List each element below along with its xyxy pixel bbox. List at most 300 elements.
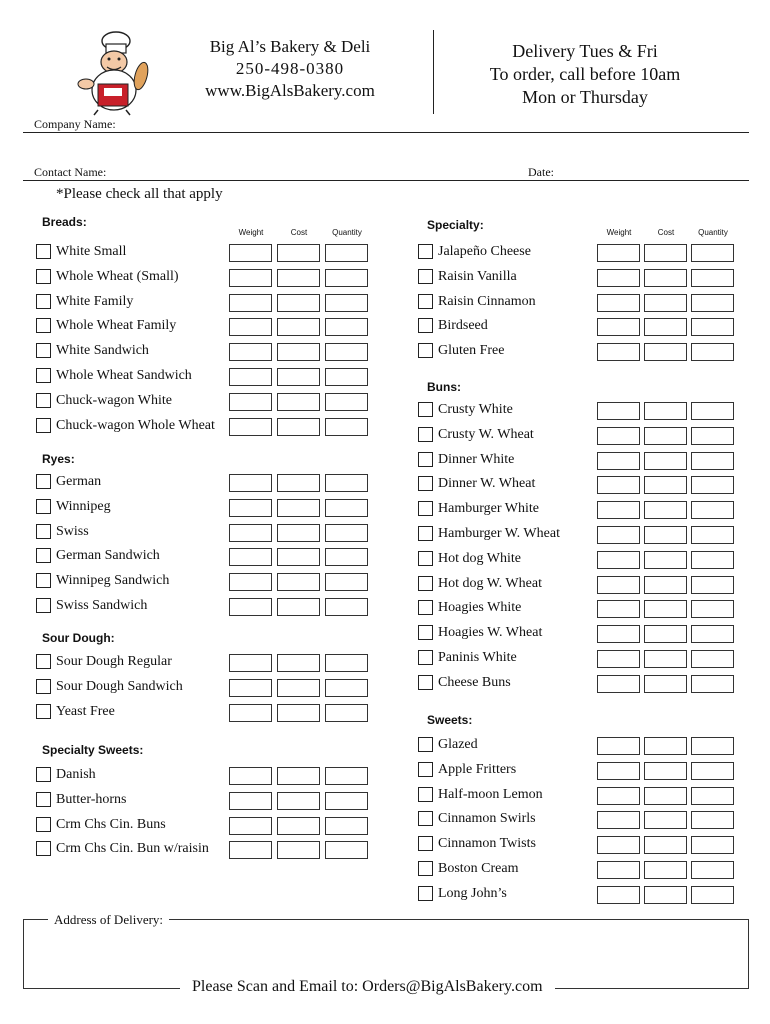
- weight-input-box[interactable]: [597, 244, 640, 262]
- item-label: White Small: [56, 244, 127, 259]
- business-name: Big Al’s Bakery & Deli: [209, 37, 371, 56]
- quantity-input-box[interactable]: [325, 841, 368, 859]
- item-checkbox[interactable]: [418, 476, 433, 491]
- item-checkbox[interactable]: [36, 269, 51, 284]
- cost-input-box[interactable]: [644, 787, 687, 805]
- quantity-input-box[interactable]: [691, 551, 734, 569]
- email-instructions: Please Scan and Email to: Orders@BigAlsBakery.com: [180, 978, 555, 996]
- order-item-row: [418, 317, 735, 337]
- item-checkbox[interactable]: [418, 625, 433, 640]
- cost-input-box[interactable]: [277, 343, 320, 361]
- cost-input-box[interactable]: [277, 767, 320, 785]
- item-label: Winnipeg: [56, 498, 111, 514]
- item-label: Sour Dough Sandwich: [56, 678, 183, 694]
- cost-input-box[interactable]: [644, 576, 687, 594]
- weight-input-box[interactable]: [597, 650, 640, 668]
- cost-input-box[interactable]: [644, 294, 687, 312]
- weight-input-box[interactable]: [597, 294, 640, 312]
- company-name-label: Company Name:: [34, 117, 116, 131]
- item-label: Apple Fritters: [438, 761, 517, 777]
- quantity-input-box[interactable]: [325, 244, 368, 262]
- item-label: Whole Wheat Sandwich: [56, 368, 192, 383]
- cost-input-box[interactable]: [277, 499, 320, 517]
- item-checkbox[interactable]: [418, 886, 433, 901]
- quantity-input-box[interactable]: [325, 573, 368, 591]
- item-checkbox[interactable]: [418, 318, 433, 333]
- order-item-row: [36, 523, 369, 543]
- quantity-input-box[interactable]: [325, 294, 368, 312]
- cost-input-box[interactable]: [277, 393, 320, 411]
- weight-input-box[interactable]: [597, 675, 640, 693]
- cost-input-box[interactable]: [644, 675, 687, 693]
- order-item-row: [418, 835, 735, 855]
- section-title: Specialty:: [427, 218, 484, 232]
- quantity-input-box[interactable]: [325, 343, 368, 361]
- quantity-input-box[interactable]: [691, 476, 734, 494]
- item-checkbox[interactable]: [418, 294, 433, 309]
- order-item-row: [36, 597, 369, 617]
- quantity-input-box[interactable]: [691, 294, 734, 312]
- weight-input-box[interactable]: [229, 393, 272, 411]
- item-label: Cinnamon Twists: [438, 836, 536, 852]
- item-label: Cheese Buns: [438, 674, 511, 690]
- order-item-row: [36, 498, 369, 518]
- delivery-line-3: Mon or Thursday: [522, 87, 648, 107]
- item-label: Swiss Sandwich: [56, 598, 148, 613]
- order-item-row: [36, 766, 369, 786]
- order-item-row: [418, 451, 735, 471]
- cost-input-box[interactable]: [277, 704, 320, 722]
- quantity-input-box[interactable]: [691, 452, 734, 470]
- quantity-input-box[interactable]: [691, 244, 734, 262]
- weight-column-header-right: Weight: [606, 228, 632, 237]
- item-label: White Sandwich: [56, 343, 149, 359]
- order-item-row: [36, 293, 369, 313]
- weight-input-box[interactable]: [229, 573, 272, 591]
- item-checkbox[interactable]: [418, 402, 433, 417]
- item-label: Half-moon Lemon: [438, 786, 543, 802]
- quantity-input-box[interactable]: [325, 598, 368, 616]
- item-checkbox[interactable]: [36, 244, 51, 259]
- order-item-row: [36, 473, 369, 493]
- item-checkbox[interactable]: [418, 650, 433, 665]
- cost-input-box[interactable]: [277, 269, 320, 287]
- item-checkbox[interactable]: [36, 704, 51, 719]
- cost-input-box[interactable]: [277, 841, 320, 859]
- item-label: Crm Chs Cin. Buns: [56, 816, 166, 832]
- cost-input-box[interactable]: [644, 244, 687, 262]
- cost-input-box[interactable]: [644, 861, 687, 879]
- weight-column-header-left: Weight: [238, 228, 264, 237]
- weight-input-box[interactable]: [229, 294, 272, 312]
- cost-input-box[interactable]: [277, 368, 320, 386]
- item-checkbox[interactable]: [418, 452, 433, 467]
- item-checkbox[interactable]: [418, 269, 433, 284]
- item-label: Crm Chs Cin. Bun w/raisin: [56, 841, 209, 857]
- item-checkbox[interactable]: [36, 841, 51, 856]
- item-checkbox[interactable]: [36, 817, 51, 832]
- item-label: Crusty White: [438, 402, 513, 417]
- contact-name-label: Contact Name:: [34, 165, 107, 179]
- order-item-row: [418, 885, 735, 905]
- weight-input-box[interactable]: [597, 501, 640, 519]
- order-item-row: [418, 736, 735, 756]
- weight-input-box[interactable]: [229, 548, 272, 566]
- item-label: Raisin Cinnamon: [438, 293, 536, 309]
- order-item-row: [36, 243, 369, 263]
- item-label: Hot dog W. Wheat: [438, 575, 542, 591]
- item-label: Hot dog White: [438, 550, 521, 566]
- weight-input-box[interactable]: [597, 836, 640, 854]
- order-item-row: [418, 649, 735, 669]
- section-title: Ryes:: [42, 452, 75, 466]
- quantity-input-box[interactable]: [325, 548, 368, 566]
- item-label: Crusty W. Wheat: [438, 426, 534, 442]
- quantity-input-box[interactable]: [691, 836, 734, 854]
- item-label: Hoagies W. Wheat: [438, 625, 543, 641]
- cost-input-box[interactable]: [644, 269, 687, 287]
- order-item-row: [36, 268, 369, 288]
- item-checkbox[interactable]: [418, 427, 433, 442]
- quantity-input-box[interactable]: [691, 402, 734, 420]
- quantity-input-box[interactable]: [325, 654, 368, 672]
- order-item-row: [418, 786, 735, 806]
- cost-input-box[interactable]: [644, 452, 687, 470]
- cost-input-box[interactable]: [644, 600, 687, 618]
- delivery-line-2: To order, call before 10am: [489, 64, 681, 84]
- order-item-row: [418, 550, 735, 570]
- order-item-row: [36, 572, 369, 592]
- item-label: Paninis White: [438, 650, 517, 665]
- cost-column-header-right: Cost: [657, 228, 675, 237]
- quantity-input-box[interactable]: [691, 811, 734, 829]
- order-item-row: [418, 575, 735, 595]
- contact-name-field[interactable]: [23, 180, 749, 181]
- weight-input-box[interactable]: [229, 499, 272, 517]
- item-checkbox[interactable]: [36, 368, 51, 383]
- cost-input-box[interactable]: [277, 244, 320, 262]
- weight-input-box[interactable]: [597, 318, 640, 336]
- quantity-input-box[interactable]: [691, 861, 734, 879]
- quantity-input-box[interactable]: [691, 650, 734, 668]
- cost-input-box[interactable]: [644, 476, 687, 494]
- item-label: Yeast Free: [56, 703, 115, 719]
- date-label: Date:: [528, 165, 554, 179]
- quantity-input-box[interactable]: [691, 625, 734, 643]
- weight-input-box[interactable]: [597, 402, 640, 420]
- quantity-input-box[interactable]: [691, 787, 734, 805]
- weight-input-box[interactable]: [597, 452, 640, 470]
- header-divider: [433, 30, 434, 114]
- item-label: Hamburger W. Wheat: [438, 526, 560, 541]
- item-label: Butter-horns: [56, 791, 127, 807]
- item-checkbox[interactable]: [36, 524, 51, 539]
- quantity-input-box[interactable]: [691, 600, 734, 618]
- item-label: Sour Dough Regular: [56, 654, 172, 669]
- cost-input-box[interactable]: [277, 573, 320, 591]
- item-checkbox[interactable]: [418, 836, 433, 851]
- order-item-row: [36, 547, 369, 567]
- quantity-input-box[interactable]: [691, 318, 734, 336]
- item-checkbox[interactable]: [36, 792, 51, 807]
- order-item-row: [418, 342, 735, 362]
- order-item-row: [418, 500, 735, 520]
- quantity-column-header-right: Quantity: [698, 228, 728, 237]
- item-checkbox[interactable]: [418, 787, 433, 802]
- item-label: White Family: [56, 293, 134, 309]
- item-checkbox[interactable]: [36, 418, 51, 433]
- item-checkbox[interactable]: [36, 343, 51, 358]
- item-checkbox[interactable]: [36, 294, 51, 309]
- weight-input-box[interactable]: [597, 476, 640, 494]
- weight-input-box[interactable]: [597, 787, 640, 805]
- instruction-note: *Please check all that apply: [56, 186, 223, 202]
- business-website: www.BigAlsBakery.com: [205, 81, 375, 100]
- business-phone: 250-498-0380: [235, 59, 345, 78]
- order-item-row: [418, 243, 735, 263]
- business-info: [175, 36, 405, 102]
- item-label: Glazed: [438, 737, 478, 752]
- quantity-input-box[interactable]: [325, 318, 368, 336]
- item-label: Chuck-wagon Whole Wheat: [56, 417, 215, 433]
- cost-input-box[interactable]: [277, 792, 320, 810]
- item-label: Hoagies White: [438, 600, 522, 616]
- weight-input-box[interactable]: [597, 886, 640, 904]
- item-checkbox[interactable]: [418, 576, 433, 591]
- weight-input-box[interactable]: [229, 244, 272, 262]
- item-label: Winnipeg Sandwich: [56, 573, 170, 589]
- weight-input-box[interactable]: [597, 551, 640, 569]
- order-item-row: [36, 791, 369, 811]
- item-label: Boston Cream: [438, 861, 519, 876]
- item-label: Hamburger White: [438, 501, 539, 517]
- weight-input-box[interactable]: [229, 841, 272, 859]
- order-item-row: [36, 342, 369, 362]
- item-label: Dinner W. Wheat: [438, 476, 536, 492]
- weight-input-box[interactable]: [597, 737, 640, 755]
- cost-input-box[interactable]: [277, 474, 320, 492]
- item-checkbox[interactable]: [36, 474, 51, 489]
- cost-input-box[interactable]: [277, 654, 320, 672]
- weight-input-box[interactable]: [229, 598, 272, 616]
- quantity-input-box[interactable]: [325, 499, 368, 517]
- weight-input-box[interactable]: [229, 368, 272, 386]
- company-name-field[interactable]: [23, 132, 749, 133]
- weight-input-box[interactable]: [229, 343, 272, 361]
- weight-input-box[interactable]: [597, 811, 640, 829]
- cost-input-box[interactable]: [644, 762, 687, 780]
- cost-input-box[interactable]: [644, 737, 687, 755]
- item-checkbox[interactable]: [418, 600, 433, 615]
- weight-input-box[interactable]: [597, 526, 640, 544]
- weight-input-box[interactable]: [229, 679, 272, 697]
- item-checkbox[interactable]: [418, 737, 433, 752]
- order-item-row: [418, 761, 735, 781]
- item-checkbox[interactable]: [418, 811, 433, 826]
- weight-input-box[interactable]: [597, 861, 640, 879]
- weight-input-box[interactable]: [597, 762, 640, 780]
- item-checkbox[interactable]: [36, 573, 51, 588]
- quantity-input-box[interactable]: [691, 675, 734, 693]
- item-checkbox[interactable]: [418, 343, 433, 358]
- item-label: Chuck-wagon White: [56, 392, 172, 408]
- weight-input-box[interactable]: [229, 269, 272, 287]
- cost-input-box[interactable]: [644, 836, 687, 854]
- item-label: Gluten Free: [438, 343, 505, 359]
- quantity-input-box[interactable]: [691, 526, 734, 544]
- order-item-row: [36, 417, 369, 437]
- quantity-input-box[interactable]: [691, 427, 734, 445]
- quantity-input-box[interactable]: [325, 704, 368, 722]
- section-title: Breads:: [42, 215, 87, 229]
- order-item-row: [418, 475, 735, 495]
- item-checkbox[interactable]: [418, 244, 433, 259]
- quantity-input-box[interactable]: [325, 524, 368, 542]
- quantity-input-box[interactable]: [691, 886, 734, 904]
- item-label: Cinnamon Swirls: [438, 811, 536, 827]
- quantity-input-box[interactable]: [691, 269, 734, 287]
- cost-input-box[interactable]: [644, 343, 687, 361]
- quantity-column-header-left: Quantity: [332, 228, 362, 237]
- quantity-input-box[interactable]: [325, 418, 368, 436]
- section-title: Specialty Sweets:: [42, 743, 144, 757]
- weight-input-box[interactable]: [597, 576, 640, 594]
- weight-input-box[interactable]: [229, 474, 272, 492]
- weight-input-box[interactable]: [229, 524, 272, 542]
- weight-input-box[interactable]: [229, 767, 272, 785]
- quantity-input-box[interactable]: [691, 737, 734, 755]
- quantity-input-box[interactable]: [325, 817, 368, 835]
- quantity-input-box[interactable]: [325, 767, 368, 785]
- cost-input-box[interactable]: [277, 524, 320, 542]
- cost-input-box[interactable]: [277, 318, 320, 336]
- section-title: Sweets:: [427, 713, 473, 727]
- item-checkbox[interactable]: [418, 762, 433, 777]
- item-checkbox[interactable]: [36, 767, 51, 782]
- item-checkbox[interactable]: [36, 318, 51, 333]
- cost-input-box[interactable]: [277, 679, 320, 697]
- cost-column-header-left: Cost: [290, 228, 308, 237]
- quantity-input-box[interactable]: [325, 474, 368, 492]
- item-checkbox[interactable]: [418, 861, 433, 876]
- cost-input-box[interactable]: [644, 886, 687, 904]
- quantity-input-box[interactable]: [325, 269, 368, 287]
- cost-input-box[interactable]: [644, 501, 687, 519]
- weight-input-box[interactable]: [597, 600, 640, 618]
- order-item-row: [418, 401, 735, 421]
- cost-input-box[interactable]: [644, 811, 687, 829]
- cost-input-box[interactable]: [644, 526, 687, 544]
- quantity-input-box[interactable]: [691, 343, 734, 361]
- order-item-row: [418, 810, 735, 830]
- cost-input-box[interactable]: [277, 294, 320, 312]
- item-label: Dinner White: [438, 451, 515, 467]
- weight-input-box[interactable]: [229, 704, 272, 722]
- order-item-row: [36, 367, 369, 387]
- order-item-row: [418, 293, 735, 313]
- order-item-row: [418, 525, 735, 545]
- item-checkbox[interactable]: [418, 501, 433, 516]
- delivery-info: [450, 40, 720, 109]
- quantity-input-box[interactable]: [691, 501, 734, 519]
- delivery-address-label: Address of Delivery:: [48, 912, 169, 928]
- weight-input-box[interactable]: [597, 625, 640, 643]
- weight-input-box[interactable]: [229, 792, 272, 810]
- order-item-row: [36, 653, 369, 673]
- item-label: German Sandwich: [56, 548, 160, 564]
- item-checkbox[interactable]: [36, 654, 51, 669]
- item-label: German: [56, 474, 102, 489]
- quantity-input-box[interactable]: [325, 393, 368, 411]
- quantity-input-box[interactable]: [691, 576, 734, 594]
- weight-input-box[interactable]: [229, 418, 272, 436]
- weight-input-box[interactable]: [229, 318, 272, 336]
- cost-input-box[interactable]: [644, 625, 687, 643]
- delivery-line-1: Delivery Tues & Fri: [512, 41, 658, 61]
- item-checkbox[interactable]: [418, 675, 433, 690]
- order-item-row: [418, 674, 735, 694]
- weight-input-box[interactable]: [597, 343, 640, 361]
- cost-input-box[interactable]: [644, 551, 687, 569]
- quantity-input-box[interactable]: [325, 792, 368, 810]
- item-checkbox[interactable]: [36, 499, 51, 514]
- cost-input-box[interactable]: [277, 418, 320, 436]
- order-item-row: [418, 426, 735, 446]
- order-item-row: [36, 317, 369, 337]
- order-item-row: [418, 599, 735, 619]
- item-label: Raisin Vanilla: [438, 268, 517, 284]
- cost-input-box[interactable]: [644, 402, 687, 420]
- order-item-row: [36, 840, 369, 860]
- baker-chef-logo-icon: [68, 26, 164, 116]
- cost-input-box[interactable]: [644, 427, 687, 445]
- cost-input-box[interactable]: [644, 318, 687, 336]
- item-checkbox[interactable]: [36, 393, 51, 408]
- order-item-row: [36, 392, 369, 412]
- item-label: Long John’s: [438, 885, 507, 901]
- item-checkbox[interactable]: [36, 548, 51, 563]
- weight-input-box[interactable]: [597, 269, 640, 287]
- section-title: Buns:: [427, 380, 461, 394]
- item-label: Birdseed: [438, 318, 488, 334]
- order-item-row: [418, 624, 735, 644]
- section-title: Sour Dough:: [42, 631, 115, 645]
- cost-input-box[interactable]: [644, 650, 687, 668]
- item-checkbox[interactable]: [418, 551, 433, 566]
- order-item-row: [36, 703, 369, 723]
- order-item-row: [418, 268, 735, 288]
- order-item-row: [36, 816, 369, 836]
- weight-input-box[interactable]: [229, 654, 272, 672]
- item-label: Whole Wheat Family: [56, 318, 177, 334]
- quantity-input-box[interactable]: [325, 368, 368, 386]
- order-item-row: [418, 860, 735, 880]
- item-checkbox[interactable]: [418, 526, 433, 541]
- item-label: Swiss: [56, 523, 89, 539]
- order-item-row: [36, 678, 369, 698]
- weight-input-box[interactable]: [597, 427, 640, 445]
- quantity-input-box[interactable]: [325, 679, 368, 697]
- item-checkbox[interactable]: [36, 598, 51, 613]
- quantity-input-box[interactable]: [691, 762, 734, 780]
- item-label: Jalapeño Cheese: [438, 244, 531, 259]
- cost-input-box[interactable]: [277, 817, 320, 835]
- item-checkbox[interactable]: [36, 679, 51, 694]
- weight-input-box[interactable]: [229, 817, 272, 835]
- item-label: Whole Wheat (Small): [56, 268, 179, 284]
- cost-input-box[interactable]: [277, 548, 320, 566]
- cost-input-box[interactable]: [277, 598, 320, 616]
